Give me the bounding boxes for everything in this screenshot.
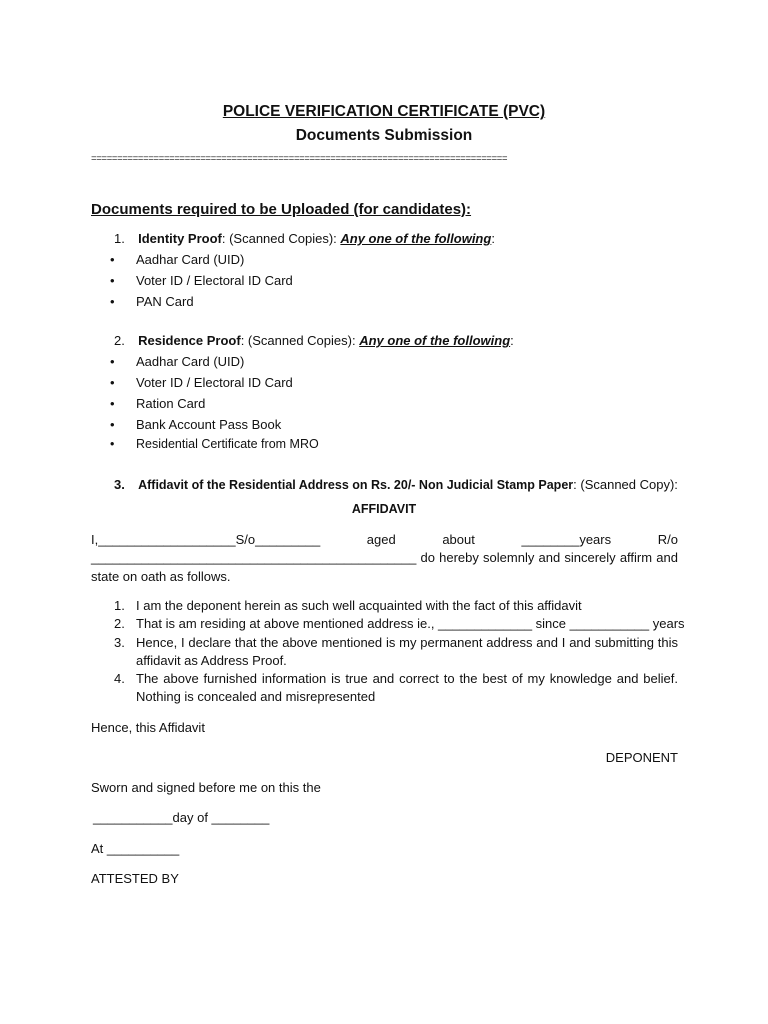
affidavit-intro-line-3: state on oath as follows. (91, 569, 231, 584)
word: and (656, 550, 678, 565)
point-text-line-1 (136, 635, 678, 650)
point-number: 2. (114, 616, 125, 631)
word: above (282, 635, 318, 650)
list-item: • Residential Certificate from MRO (136, 437, 319, 451)
word: of (511, 671, 523, 686)
affidavit-heading: AFFIDAVIT (351, 502, 417, 516)
point-number: 1. (114, 598, 125, 613)
word: the (459, 671, 478, 686)
section-heading: Documents required to be Uploaded (for candidates): (91, 201, 472, 218)
list-item: • Bank Account Pass Book (136, 417, 281, 432)
list-item: • Voter ID / Electoral ID Card (136, 273, 293, 288)
identity-proof-emphasis: Any one of the following (340, 231, 492, 246)
word: hereby (439, 550, 479, 565)
point-number: 3. (114, 635, 125, 650)
point-text-line-2: Nothing is concealed and misrepresented (136, 689, 376, 704)
word: is (385, 635, 396, 650)
word: and (372, 671, 395, 686)
word: sincerely (564, 550, 616, 565)
point-number: 4. (114, 671, 125, 686)
word: solemnly (483, 550, 535, 565)
residence-proof-mid: : (Scanned Copies): (240, 333, 360, 348)
word: above (163, 671, 199, 686)
affidavit-requirement-end: : (Scanned Copy): (573, 477, 678, 492)
word: the (260, 635, 279, 650)
sworn-line: Sworn and signed before me on this the (91, 780, 321, 795)
identity-proof-line (114, 231, 495, 246)
word: is (331, 671, 341, 686)
affidavit-point-4 (114, 671, 678, 704)
list-item: • Aadhar Card (UID) (136, 354, 244, 369)
affidavit-requirement-line (114, 477, 678, 492)
identity-proof-label: Identity Proof (138, 231, 222, 246)
word: aged (366, 532, 396, 547)
word: that (234, 635, 257, 650)
identity-proof-number: 1. (114, 231, 125, 246)
word: information (261, 671, 327, 686)
word: my (399, 635, 417, 650)
attested-by-label: ATTESTED BY (91, 871, 179, 886)
word: do (420, 550, 435, 565)
word: permanent (420, 635, 483, 650)
word: and (538, 550, 561, 565)
word: mentioned (321, 635, 383, 650)
address-blank: _____________________________________________ (91, 550, 417, 565)
affidavit-point-2 (114, 616, 685, 631)
residence-proof-line (114, 333, 514, 348)
affidavit-intro-line-2 (91, 550, 678, 565)
years-blank: ________years (521, 532, 612, 547)
residence-proof-end: : (510, 333, 514, 348)
point-text-line-1 (136, 671, 678, 686)
at-line: At __________ (91, 841, 180, 856)
word: The (136, 671, 159, 686)
identity-proof-end: : (491, 231, 495, 246)
name-blank: I,___________________S/o_________ (91, 532, 321, 547)
list-item: • Aadhar Card (UID) (136, 252, 244, 267)
affidavit-point-3 (114, 635, 678, 668)
separator-line: ================================================================================ (91, 153, 508, 164)
word: correct (399, 671, 439, 686)
word: submitting (594, 635, 654, 650)
list-item: • PAN Card (136, 294, 194, 309)
word: affirm (619, 550, 653, 565)
word: Hence, (136, 635, 178, 650)
word: and (569, 635, 591, 650)
word: R/o (657, 532, 678, 547)
page-title: POLICE VERIFICATION CERTIFICATE (PVC) (222, 103, 546, 120)
residence-proof-label: Residence Proof (138, 333, 241, 348)
word: furnished (203, 671, 258, 686)
list-item: • Voter ID / Electoral ID Card (136, 375, 293, 390)
identity-proof-mid: : (Scanned Copies): (221, 231, 341, 246)
word: to (443, 671, 455, 686)
word: knowledge (549, 671, 612, 686)
word: this (657, 635, 678, 650)
word: true (345, 671, 368, 686)
affidavit-point-1 (114, 598, 582, 613)
word: belief. (643, 671, 678, 686)
word: and (616, 671, 639, 686)
word: and (536, 635, 558, 650)
page-subtitle: Documents Submission (295, 127, 473, 144)
point-text: That is am residing at above mentioned address ie., _____________ since ___________ years (136, 616, 685, 631)
list-item: • Ration Card (136, 396, 205, 411)
affidavit-requirement-number: 3. (114, 477, 125, 492)
hence-line: Hence, this Affidavit (91, 720, 205, 735)
point-text-line-2: affidavit as Address Proof. (136, 653, 287, 668)
word: my (527, 671, 545, 686)
affidavit-intro-line-1 (91, 532, 678, 547)
affidavit-requirement-label: Affidavit of the Residential Address on Rs. 20/- Non Judicial Stamp Paper (138, 478, 574, 492)
point-text: I am the deponent herein as such well acquainted with the fact of this affidavit (136, 598, 582, 613)
residence-proof-emphasis: Any one of the following (359, 333, 511, 348)
residence-proof-number: 2. (114, 333, 125, 348)
word: about (442, 532, 475, 547)
word: I (181, 635, 185, 650)
word: declare (188, 635, 232, 650)
word: best (482, 671, 507, 686)
deponent-label: DEPONENT (605, 750, 678, 765)
day-of-line: ___________day of ________ (93, 810, 270, 825)
word: address (486, 635, 533, 650)
word: I (561, 635, 566, 650)
